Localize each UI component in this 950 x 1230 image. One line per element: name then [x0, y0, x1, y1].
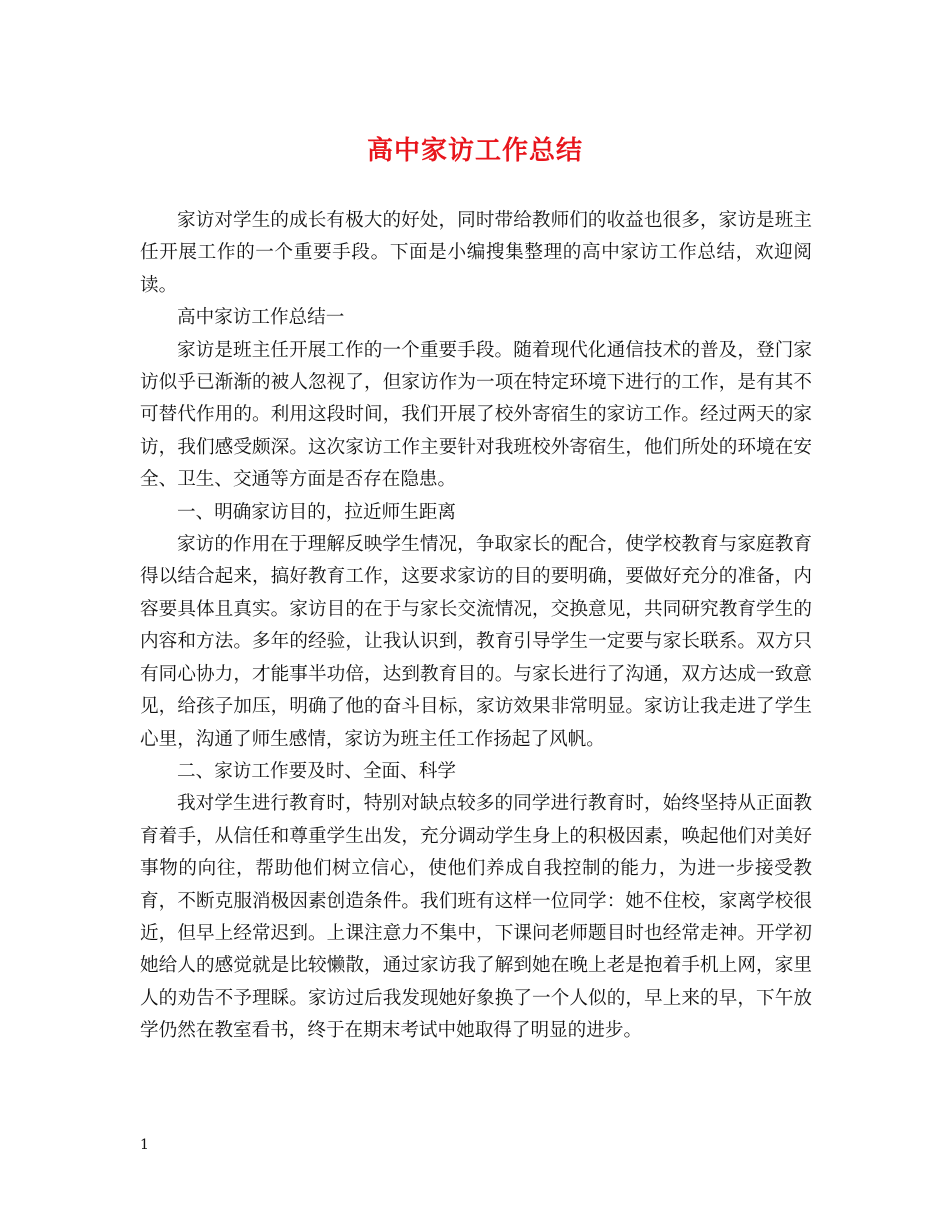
page-number: 1: [140, 1137, 149, 1153]
section-heading-two: 二、家访工作要及时、全面、科学: [177, 760, 456, 782]
section-heading-summary-one: 高中家访工作总结一: [177, 307, 345, 329]
body-paragraph: 我对学生进行教育时，特别对缺点较多的同学进行教育时，始终坚持从正面教育着手，从信任和尊重学生出发，充分调动学生身上的积极因素，唤起他们对美好事物的向往，帮助他们树立信心，使他们养成自我控制的能力，为进一步接受教育，不断克服消极因素创造条件。我们班有这样一位同学：她不住校，家离学校很近，但早上经常迟到。上课注意力不集中，下课问老师题目时也经常走神。开学初她给人的感觉就是比较懒散，通过家访我了解到她在晚上老是抱着手机上网，家里人的劝告不予理睬。家访过后我发现她好象换了一个人似的，早上来的早，下午放学仍然在教室看书，终于在期末考试中她取得了明显的进步。: [140, 793, 812, 1042]
body-paragraph: 家访的作用在于理解反映学生情况，争取家长的配合，使学校教育与家庭教育得以结合起来，搞好教育工作，这要求家访的目的要明确，要做好充分的准备，内容要具体且真实。家访目的在于与家长交流情况，交换意见，共同研究教育学生的内容和方法。多年的经验，让我认识到，教育引导学生一定要与家长联系。双方只有同心协力，才能事半功倍，达到教育目的。与家长进行了沟通，双方达成一致意见，给孩子加压，明确了他的奋斗目标，家访效果非常明显。家访让我走进了学生心里，沟通了师生感情，家访为班主任工作扬起了风帆。: [140, 534, 812, 750]
body-paragraph: 家访是班主任开展工作的一个重要手段。随着现代化通信技术的普及，登门家访似乎已渐渐的被人忽视了，但家访作为一项在特定环境下进行的工作，是有其不可替代作用的。利用这段时间，我们开展了校外寄宿生的家访工作。经过两天的家访，我们感受颇深。这次家访工作主要针对我班校外寄宿生，他们所处的环境在安全、卫生、交通等方面是否存在隐患。: [140, 339, 812, 491]
section-heading-one: 一、明确家访目的，拉近师生距离: [177, 501, 456, 523]
intro-paragraph: 家访对学生的成长有极大的好处，同时带给教师们的收益也很多，家访是班主任开展工作的一个重要手段。下面是小编搜集整理的高中家访工作总结，欢迎阅读。: [140, 210, 812, 296]
document-title: 高中家访工作总结: [366, 136, 583, 166]
document-body: [140, 205, 812, 1048]
